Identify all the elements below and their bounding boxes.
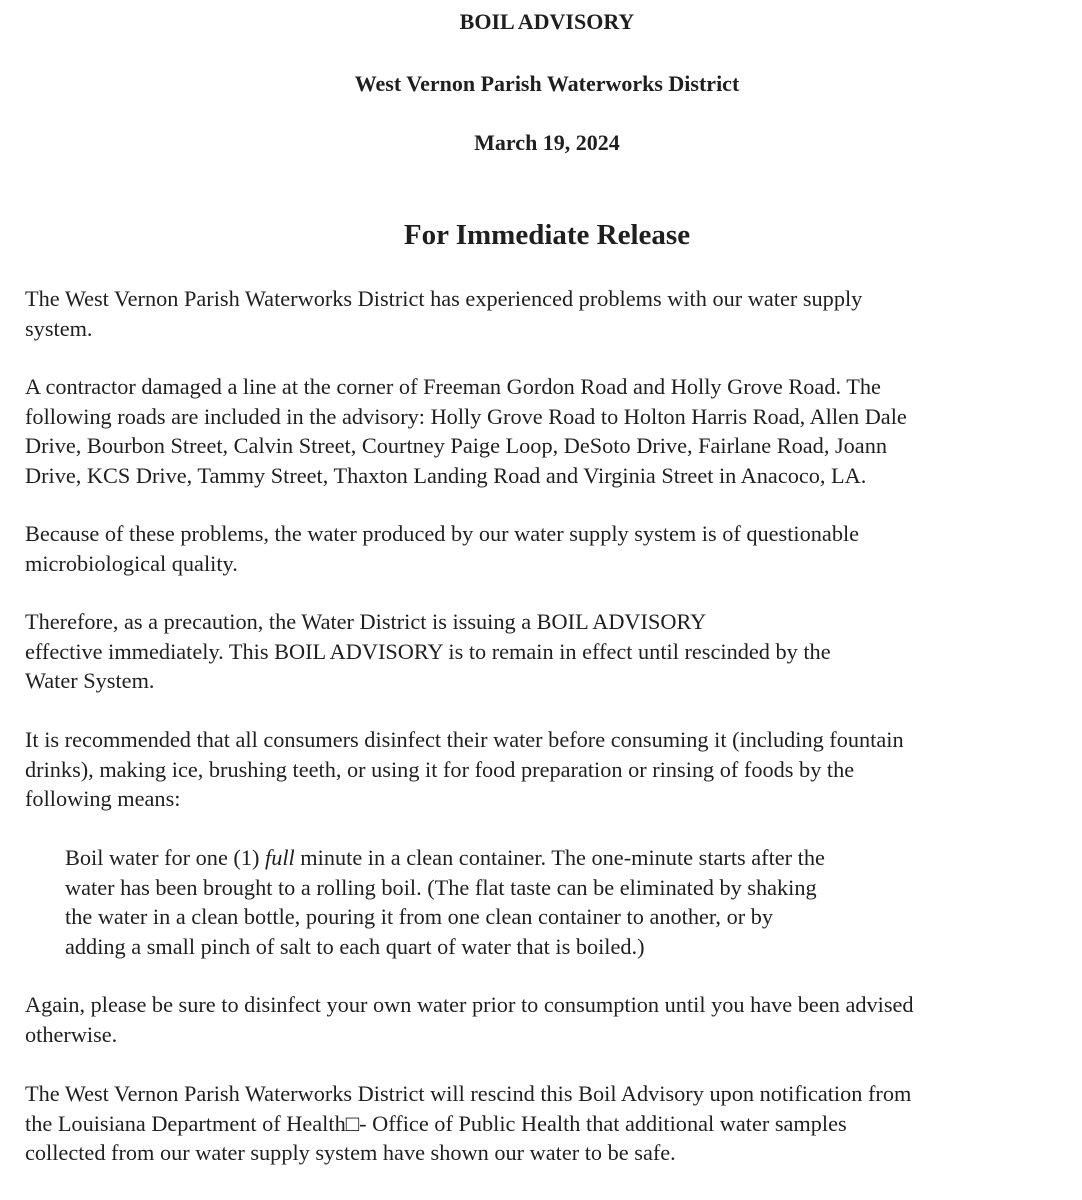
text-line bbox=[65, 843, 825, 873]
text-line: Water System. bbox=[25, 668, 155, 693]
text-line: The West Vernon Parish Waterworks District has experienced problems with our water supply bbox=[25, 286, 863, 311]
paragraph-boil-instructions bbox=[65, 843, 825, 961]
release-heading: For Immediate Release bbox=[403, 219, 691, 251]
text-line: the Louisiana Department of Health□- Office of Public Health that additional water samples bbox=[25, 1110, 847, 1136]
text-line: Drive, Bourbon Street, Calvin Street, Courtney Paige Loop, DeSoto Drive, Fairlane Road, Joann bbox=[25, 433, 887, 458]
emphasis-full: full bbox=[265, 845, 295, 870]
paragraph-rescind-conditions bbox=[25, 1079, 911, 1168]
text-line: drinks), making ice, brushing teeth, or using it for food preparation or rinsing of foods by the bbox=[25, 756, 855, 782]
text-line: adding a small pinch of salt to each quart of water that is boiled.) bbox=[65, 933, 645, 959]
paragraph-reminder bbox=[25, 990, 914, 1049]
text-line: The West Vernon Parish Waterworks District will rescind this Boil Advisory upon notification from bbox=[25, 1081, 912, 1106]
paragraph-affected-roads bbox=[25, 372, 907, 490]
paragraph-water-quality bbox=[25, 519, 859, 578]
text-line: following roads are included in the advisory: Holly Grove Road to Holton Harris Road, Allen Dale bbox=[25, 403, 907, 429]
text-line: Drive, KCS Drive, Tammy Street, Thaxton Landing Road and Virginia Street in Anacoco, LA. bbox=[25, 462, 867, 488]
text-line: Again, please be sure to disinfect your own water prior to consumption until you have been advised bbox=[25, 992, 914, 1017]
text-line: system. bbox=[25, 315, 93, 341]
paragraph-recommendation bbox=[25, 725, 904, 814]
text-line: otherwise. bbox=[25, 1021, 118, 1047]
organization-name: West Vernon Parish Waterworks District bbox=[354, 71, 740, 96]
text-segment: minute in a clean container. The one-minute starts after the bbox=[294, 845, 825, 870]
issue-date: March 19, 2024 bbox=[474, 130, 620, 155]
text-line: following means: bbox=[25, 786, 181, 811]
text-line: the water in a clean bottle, pouring it from one clean container to another, or by bbox=[65, 904, 774, 929]
text-line: Therefore, as a precaution, the Water District is issuing a BOIL ADVISORY bbox=[25, 609, 707, 634]
paragraph-advisory-issued bbox=[25, 607, 831, 696]
text-line: A contractor damaged a line at the corner of Freeman Gordon Road and Holly Grove Road. The bbox=[25, 374, 881, 399]
text-line: collected from our water supply system have shown our water to be safe. bbox=[25, 1140, 676, 1165]
document-title: BOIL ADVISORY bbox=[459, 9, 635, 34]
paragraph-problem-statement bbox=[25, 284, 862, 343]
text-segment: Boil water for one (1) bbox=[65, 845, 265, 870]
text-line: Because of these problems, the water produced by our water supply system is of questionable bbox=[25, 521, 860, 546]
text-line: microbiological quality. bbox=[25, 550, 238, 576]
text-line: effective immediately. This BOIL ADVISORY is to remain in effect until rescinded by the bbox=[25, 638, 831, 664]
text-line: water has been brought to a rolling boil. (The flat taste can be eliminated by shaking bbox=[65, 874, 817, 900]
text-line: It is recommended that all consumers disinfect their water before consuming it (including fountain bbox=[25, 727, 904, 752]
